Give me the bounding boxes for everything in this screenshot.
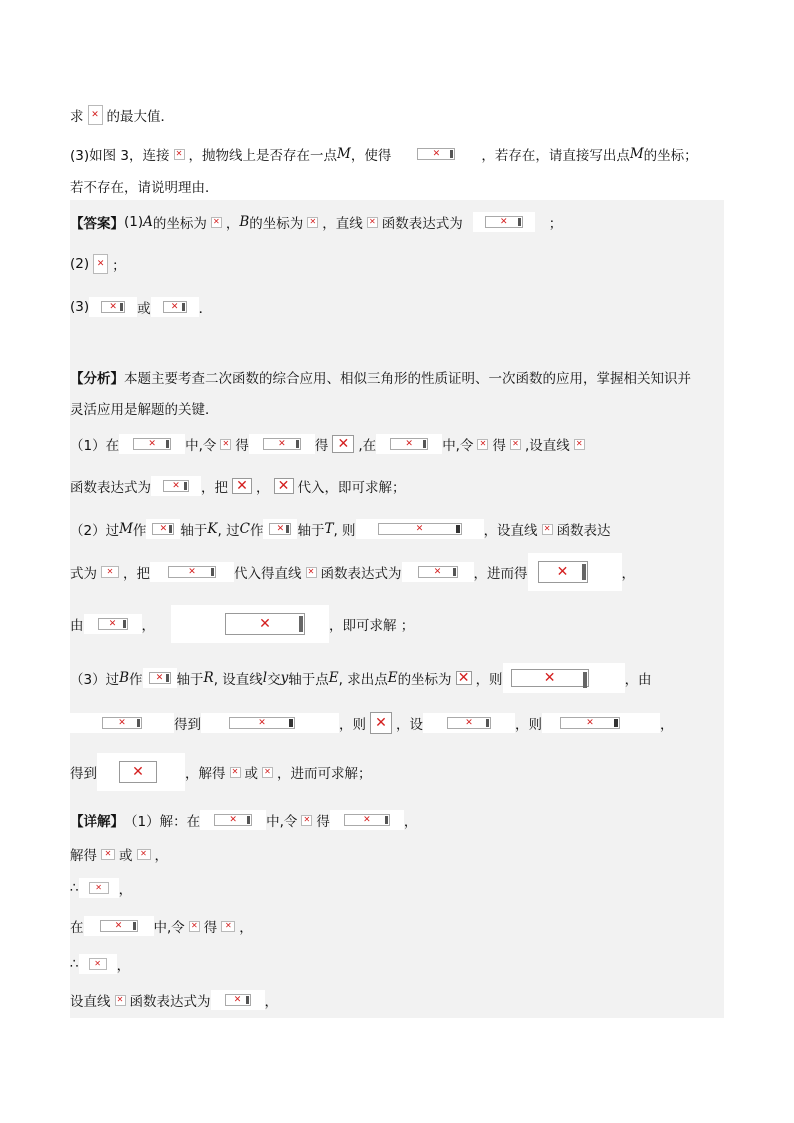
formula-image-placeholder: ✕	[229, 717, 295, 729]
formula-image-placeholder: ✕	[168, 566, 216, 578]
formula-image-placeholder: ✕	[211, 217, 222, 228]
text: 或	[137, 301, 151, 317]
text: ∴	[70, 880, 79, 896]
question-line-2	[70, 142, 698, 166]
text: 式为	[70, 566, 97, 582]
variable: E	[328, 670, 339, 686]
text: ，	[118, 882, 133, 898]
formula-image-placeholder: ✕	[214, 814, 252, 826]
variable: M	[337, 146, 351, 162]
text: 作	[249, 523, 264, 539]
text: 令	[171, 920, 185, 936]
text: ，即可求解 ；	[329, 618, 415, 634]
formula-image-placeholder: ✕	[378, 523, 462, 535]
formula-image-placeholder: ✕	[390, 438, 428, 450]
text: （1）解：在	[124, 814, 201, 830]
text: 得	[492, 438, 506, 454]
formula-image-placeholder: ✕	[89, 958, 107, 970]
text: ，	[256, 480, 270, 496]
formula-image-placeholder: ✕	[510, 439, 521, 450]
text: ，	[141, 618, 155, 634]
text: ，	[116, 958, 131, 974]
variable: A	[143, 214, 153, 230]
text: 得	[235, 438, 249, 454]
text: ，则	[515, 717, 542, 733]
text: ，	[239, 920, 253, 936]
analysis-line-2	[70, 396, 219, 420]
text: 灵活应用是解题的关键．	[70, 402, 219, 418]
formula-image-placeholder: ✕	[230, 767, 241, 778]
answer-label: 【答案】	[70, 216, 124, 232]
variable: M	[119, 521, 133, 537]
text: 函数表达式为	[320, 566, 402, 582]
formula-image-placeholder: ✕	[560, 717, 620, 729]
question-line-1	[70, 103, 174, 127]
text: ，进而可求解；	[277, 766, 372, 782]
formula-image-placeholder: ✕	[101, 566, 119, 578]
formula-image-placeholder: ✕	[149, 672, 171, 684]
variable: M	[629, 146, 644, 162]
formula-image-placeholder: ✕	[93, 254, 108, 274]
text: 求	[70, 109, 84, 125]
formula-image-placeholder: ✕	[102, 717, 142, 729]
text: 轴于	[176, 672, 204, 688]
text: ，把	[201, 480, 228, 496]
formula-image-placeholder: ✕	[232, 478, 252, 494]
text: 函数表达式为	[381, 216, 463, 232]
text: ，	[621, 566, 635, 582]
answer-line-3	[70, 295, 212, 319]
formula-image-placeholder: ✕	[306, 567, 317, 578]
text: ，则	[475, 672, 503, 688]
variable: B	[119, 670, 130, 686]
formula-image-placeholder: ✕	[221, 921, 235, 932]
text: ，解得	[185, 766, 226, 782]
formula-image-placeholder: ✕	[367, 217, 378, 228]
text: 设直线	[70, 994, 111, 1010]
variable: E	[387, 670, 398, 686]
text: ，把	[123, 566, 150, 582]
formula-image-placeholder: ✕	[485, 216, 523, 228]
formula-image-placeholder: ✕	[115, 995, 126, 1006]
text: 作	[132, 523, 147, 539]
analysis-label: 【分析】	[70, 371, 124, 387]
formula-image-placeholder: ✕	[574, 439, 585, 450]
question-line-3	[70, 174, 219, 198]
variable: R	[203, 670, 214, 686]
variable: y	[280, 670, 289, 686]
formula-image-placeholder: ✕	[225, 994, 251, 1006]
text: ，直线	[322, 216, 363, 232]
formula-image-placeholder: ✕	[98, 618, 128, 630]
formula-image-placeholder: ✕	[101, 849, 115, 860]
answer-line-1	[70, 210, 562, 234]
formula-image-placeholder: ✕	[88, 105, 103, 125]
text: (1)	[124, 214, 144, 230]
text: （2）过	[70, 523, 120, 539]
variable: l	[262, 670, 268, 686]
variable: K	[207, 521, 218, 537]
text: 代入，即可求解；	[297, 480, 406, 496]
analysis-step2-line3	[70, 604, 414, 644]
text: ．	[198, 301, 213, 317]
text: （1）在	[70, 438, 120, 454]
text: ；	[548, 216, 563, 232]
text: 的坐标；	[643, 148, 698, 164]
text: 作	[129, 672, 143, 688]
formula-image-placeholder: ✕	[269, 523, 291, 535]
analysis-step1-line1	[70, 432, 589, 456]
variable: T	[324, 521, 334, 537]
text: ，	[403, 814, 418, 830]
text: 令	[283, 814, 298, 830]
answer-line-2	[70, 252, 126, 276]
formula-image-placeholder: ✕	[152, 523, 174, 535]
text: 代入得直线	[234, 566, 302, 582]
text: ，若存在，请直接写出点	[481, 148, 630, 164]
formula-image-placeholder: ✕	[542, 524, 553, 535]
text: ，	[225, 216, 240, 232]
formula-image-placeholder: ✕	[137, 849, 151, 860]
text: 本题主要考查二次函数的综合应用、相似三角形的性质证明、一次函数的应用，掌握相关知识并	[124, 371, 691, 387]
text: 中,	[153, 920, 172, 936]
text: 令	[459, 438, 474, 454]
formula-image-placeholder: ✕	[538, 561, 588, 583]
text: 令	[202, 438, 217, 454]
formula-image-placeholder: ✕	[89, 882, 109, 894]
variable: B	[239, 214, 250, 230]
text: (3)	[70, 299, 90, 315]
text: ，设	[396, 717, 423, 733]
text: ,设直线	[524, 438, 570, 454]
formula-image-placeholder: ✕	[225, 613, 305, 635]
text: ，	[264, 994, 278, 1010]
text: 若不存在，请说明理由．	[70, 180, 219, 196]
text: ，抛物线上是否存在一点	[188, 148, 338, 164]
text: ∴	[70, 956, 79, 972]
text: , 设直线	[213, 672, 263, 688]
detail-line-2	[70, 842, 168, 866]
text: 轴于点	[288, 672, 329, 688]
formula-image-placeholder: ✕	[332, 435, 354, 453]
text: , 则	[333, 523, 356, 539]
text: ，	[154, 848, 168, 864]
text: 的坐标为	[397, 672, 452, 688]
detail-line-4	[70, 914, 253, 938]
formula-image-placeholder: ✕	[163, 301, 187, 313]
text: (3)如图 3，连接	[70, 148, 170, 164]
text: 函数表达式为	[129, 994, 211, 1010]
formula-image-placeholder: ✕	[274, 478, 294, 494]
text: ，由	[624, 672, 652, 688]
formula-image-placeholder: ✕	[370, 712, 392, 734]
formula-image-placeholder: ✕	[263, 438, 301, 450]
formula-image-placeholder: ✕	[456, 671, 472, 685]
text: 的坐标为	[152, 216, 207, 232]
text: ，则	[339, 717, 366, 733]
text: 中,	[442, 438, 460, 454]
text: （3）过	[70, 672, 120, 688]
text: 或	[244, 766, 258, 782]
detail-line-3	[70, 876, 132, 900]
variable: C	[239, 521, 250, 537]
formula-image-placeholder: ✕	[511, 669, 589, 687]
text: 函数表达	[556, 523, 611, 539]
text: 得	[203, 920, 218, 936]
text: 轴于	[180, 523, 208, 539]
analysis-step2-line2	[70, 554, 635, 590]
analysis-step3-line3	[70, 752, 372, 792]
formula-image-placeholder: ✕	[189, 921, 200, 932]
formula-image-placeholder: ✕	[133, 438, 171, 450]
detail-label: 【详解】	[70, 814, 124, 830]
analysis-line-1	[70, 365, 691, 389]
detail-line-6	[70, 988, 278, 1012]
text: 在	[70, 920, 84, 936]
text: 的最大值．	[106, 109, 174, 125]
text: ；	[112, 258, 126, 274]
text: 或	[119, 848, 133, 864]
text: 的坐标为	[249, 216, 304, 232]
detail-line-1	[70, 808, 417, 832]
text: 轴于	[297, 523, 325, 539]
formula-image-placeholder: ✕	[101, 301, 125, 313]
text: 得到	[174, 717, 201, 733]
formula-image-placeholder: ✕	[344, 814, 390, 826]
analysis-step3-line2	[70, 705, 674, 741]
text: 交	[267, 672, 281, 688]
formula-image-placeholder: ✕	[301, 815, 312, 826]
text: 中,	[185, 438, 203, 454]
text: ，进而得	[473, 566, 528, 582]
analysis-step3-line1	[70, 660, 652, 696]
formula-image-placeholder: ✕	[262, 767, 273, 778]
formula-image-placeholder: ✕	[163, 480, 189, 492]
text: (2)	[70, 256, 90, 272]
formula-image-placeholder: ✕	[477, 439, 488, 450]
formula-image-placeholder: ✕	[174, 149, 185, 160]
analysis-step2-line1	[70, 517, 611, 541]
text: 得到	[70, 766, 97, 782]
text: 解得	[70, 848, 97, 864]
formula-image-placeholder: ✕	[418, 566, 458, 578]
formula-image-placeholder: ✕	[119, 761, 157, 783]
text: , 求出点	[338, 672, 388, 688]
formula-image-placeholder: ✕	[100, 920, 138, 932]
text: ，	[660, 717, 674, 733]
formula-image-placeholder: ✕	[447, 717, 491, 729]
text: ，使得	[350, 148, 392, 164]
text: 中,	[266, 814, 284, 830]
analysis-step1-line2	[70, 474, 406, 498]
text: 由	[70, 618, 84, 634]
formula-image-placeholder: ✕	[307, 217, 318, 228]
text: 得	[316, 814, 330, 830]
text: ，设直线	[483, 523, 538, 539]
text: , 过	[217, 523, 240, 539]
text: 函数表达式为	[70, 480, 151, 496]
detail-line-5	[70, 952, 130, 976]
text: ,在	[358, 438, 377, 454]
formula-image-placeholder: ✕	[220, 439, 231, 450]
formula-image-placeholder: ✕	[417, 148, 455, 160]
text: 得	[314, 438, 329, 454]
